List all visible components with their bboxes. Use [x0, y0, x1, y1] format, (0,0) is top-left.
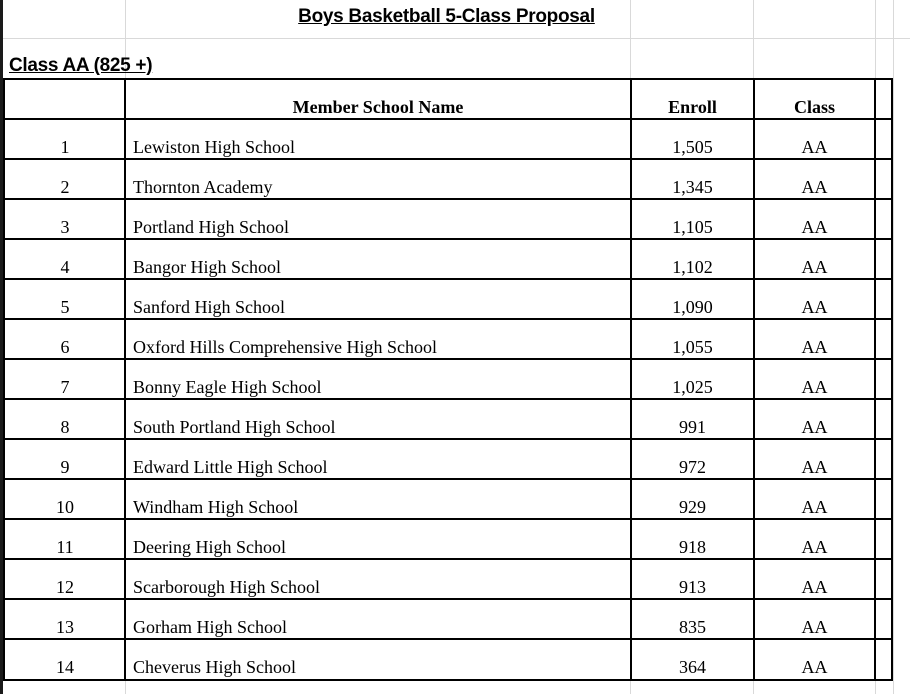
enrollment: 1,105 [672, 216, 713, 237]
enrollment: 835 [679, 616, 706, 637]
school-name: Edward Little High School [133, 456, 328, 477]
class-value: AA [801, 416, 828, 437]
sheet-gridline [893, 0, 894, 694]
school-name: Thornton Academy [133, 176, 273, 197]
class-value: AA [801, 176, 828, 197]
row-number: 8 [60, 416, 70, 437]
enrollment: 991 [679, 416, 706, 437]
enrollment: 1,102 [672, 256, 713, 277]
enrollment: 918 [679, 536, 706, 557]
school-name: Scarborough High School [133, 576, 320, 597]
enrollment: 1,055 [672, 336, 713, 357]
page-title: Boys Basketball 5-Class Proposal [298, 6, 595, 27]
class-value: AA [801, 496, 828, 517]
row-number: 12 [56, 576, 74, 597]
header-enroll: Enroll [668, 96, 717, 117]
row-number: 11 [56, 536, 74, 557]
school-name: Bangor High School [133, 256, 281, 277]
row-number: 7 [60, 376, 70, 397]
school-name: Sanford High School [133, 296, 285, 317]
enrollment: 972 [679, 456, 706, 477]
enrollment: 1,025 [672, 376, 713, 397]
school-name: Deering High School [133, 536, 286, 557]
class-value: AA [801, 456, 828, 477]
school-name: Cheverus High School [133, 656, 296, 677]
school-name: Portland High School [133, 216, 289, 237]
table-border [874, 79, 876, 681]
school-name: Bonny Eagle High School [133, 376, 322, 397]
enrollment: 1,345 [672, 176, 713, 197]
enrollment: 1,505 [672, 136, 713, 157]
table-border [891, 79, 893, 681]
row-number: 4 [60, 256, 70, 277]
row-number: 5 [60, 296, 70, 317]
row-number: 14 [56, 656, 74, 677]
class-value: AA [801, 376, 828, 397]
class-value: AA [801, 336, 828, 357]
row-number: 13 [56, 616, 74, 637]
row-number: 10 [56, 496, 74, 517]
enrollment: 929 [679, 496, 706, 517]
class-value: AA [801, 616, 828, 637]
enrollment: 364 [679, 656, 706, 677]
class-value: AA [801, 656, 828, 677]
row-number: 9 [60, 456, 70, 477]
enrollment: 913 [679, 576, 706, 597]
header-number [5, 87, 125, 127]
class-value: AA [801, 136, 828, 157]
school-name: South Portland High School [133, 416, 336, 437]
row-number: 6 [60, 336, 70, 357]
row-number: 3 [60, 216, 70, 237]
sheet-gridline [0, 38, 910, 39]
school-name: Windham High School [133, 496, 299, 517]
row-number: 2 [60, 176, 70, 197]
school-name: Oxford Hills Comprehensive High School [133, 336, 437, 357]
school-name: Lewiston High School [133, 136, 295, 157]
class-value: AA [801, 296, 828, 317]
class-heading: Class AA (825 +) [9, 55, 153, 76]
class-value: AA [801, 256, 828, 277]
class-value: AA [801, 536, 828, 557]
class-value: AA [801, 576, 828, 597]
header-class: Class [793, 96, 835, 117]
header-school-name: Member School Name [292, 96, 464, 117]
table-border [3, 78, 893, 80]
class-value: AA [801, 216, 828, 237]
row-number: 1 [60, 136, 70, 157]
enrollment: 1,090 [672, 296, 713, 317]
school-name: Gorham High School [133, 616, 287, 637]
